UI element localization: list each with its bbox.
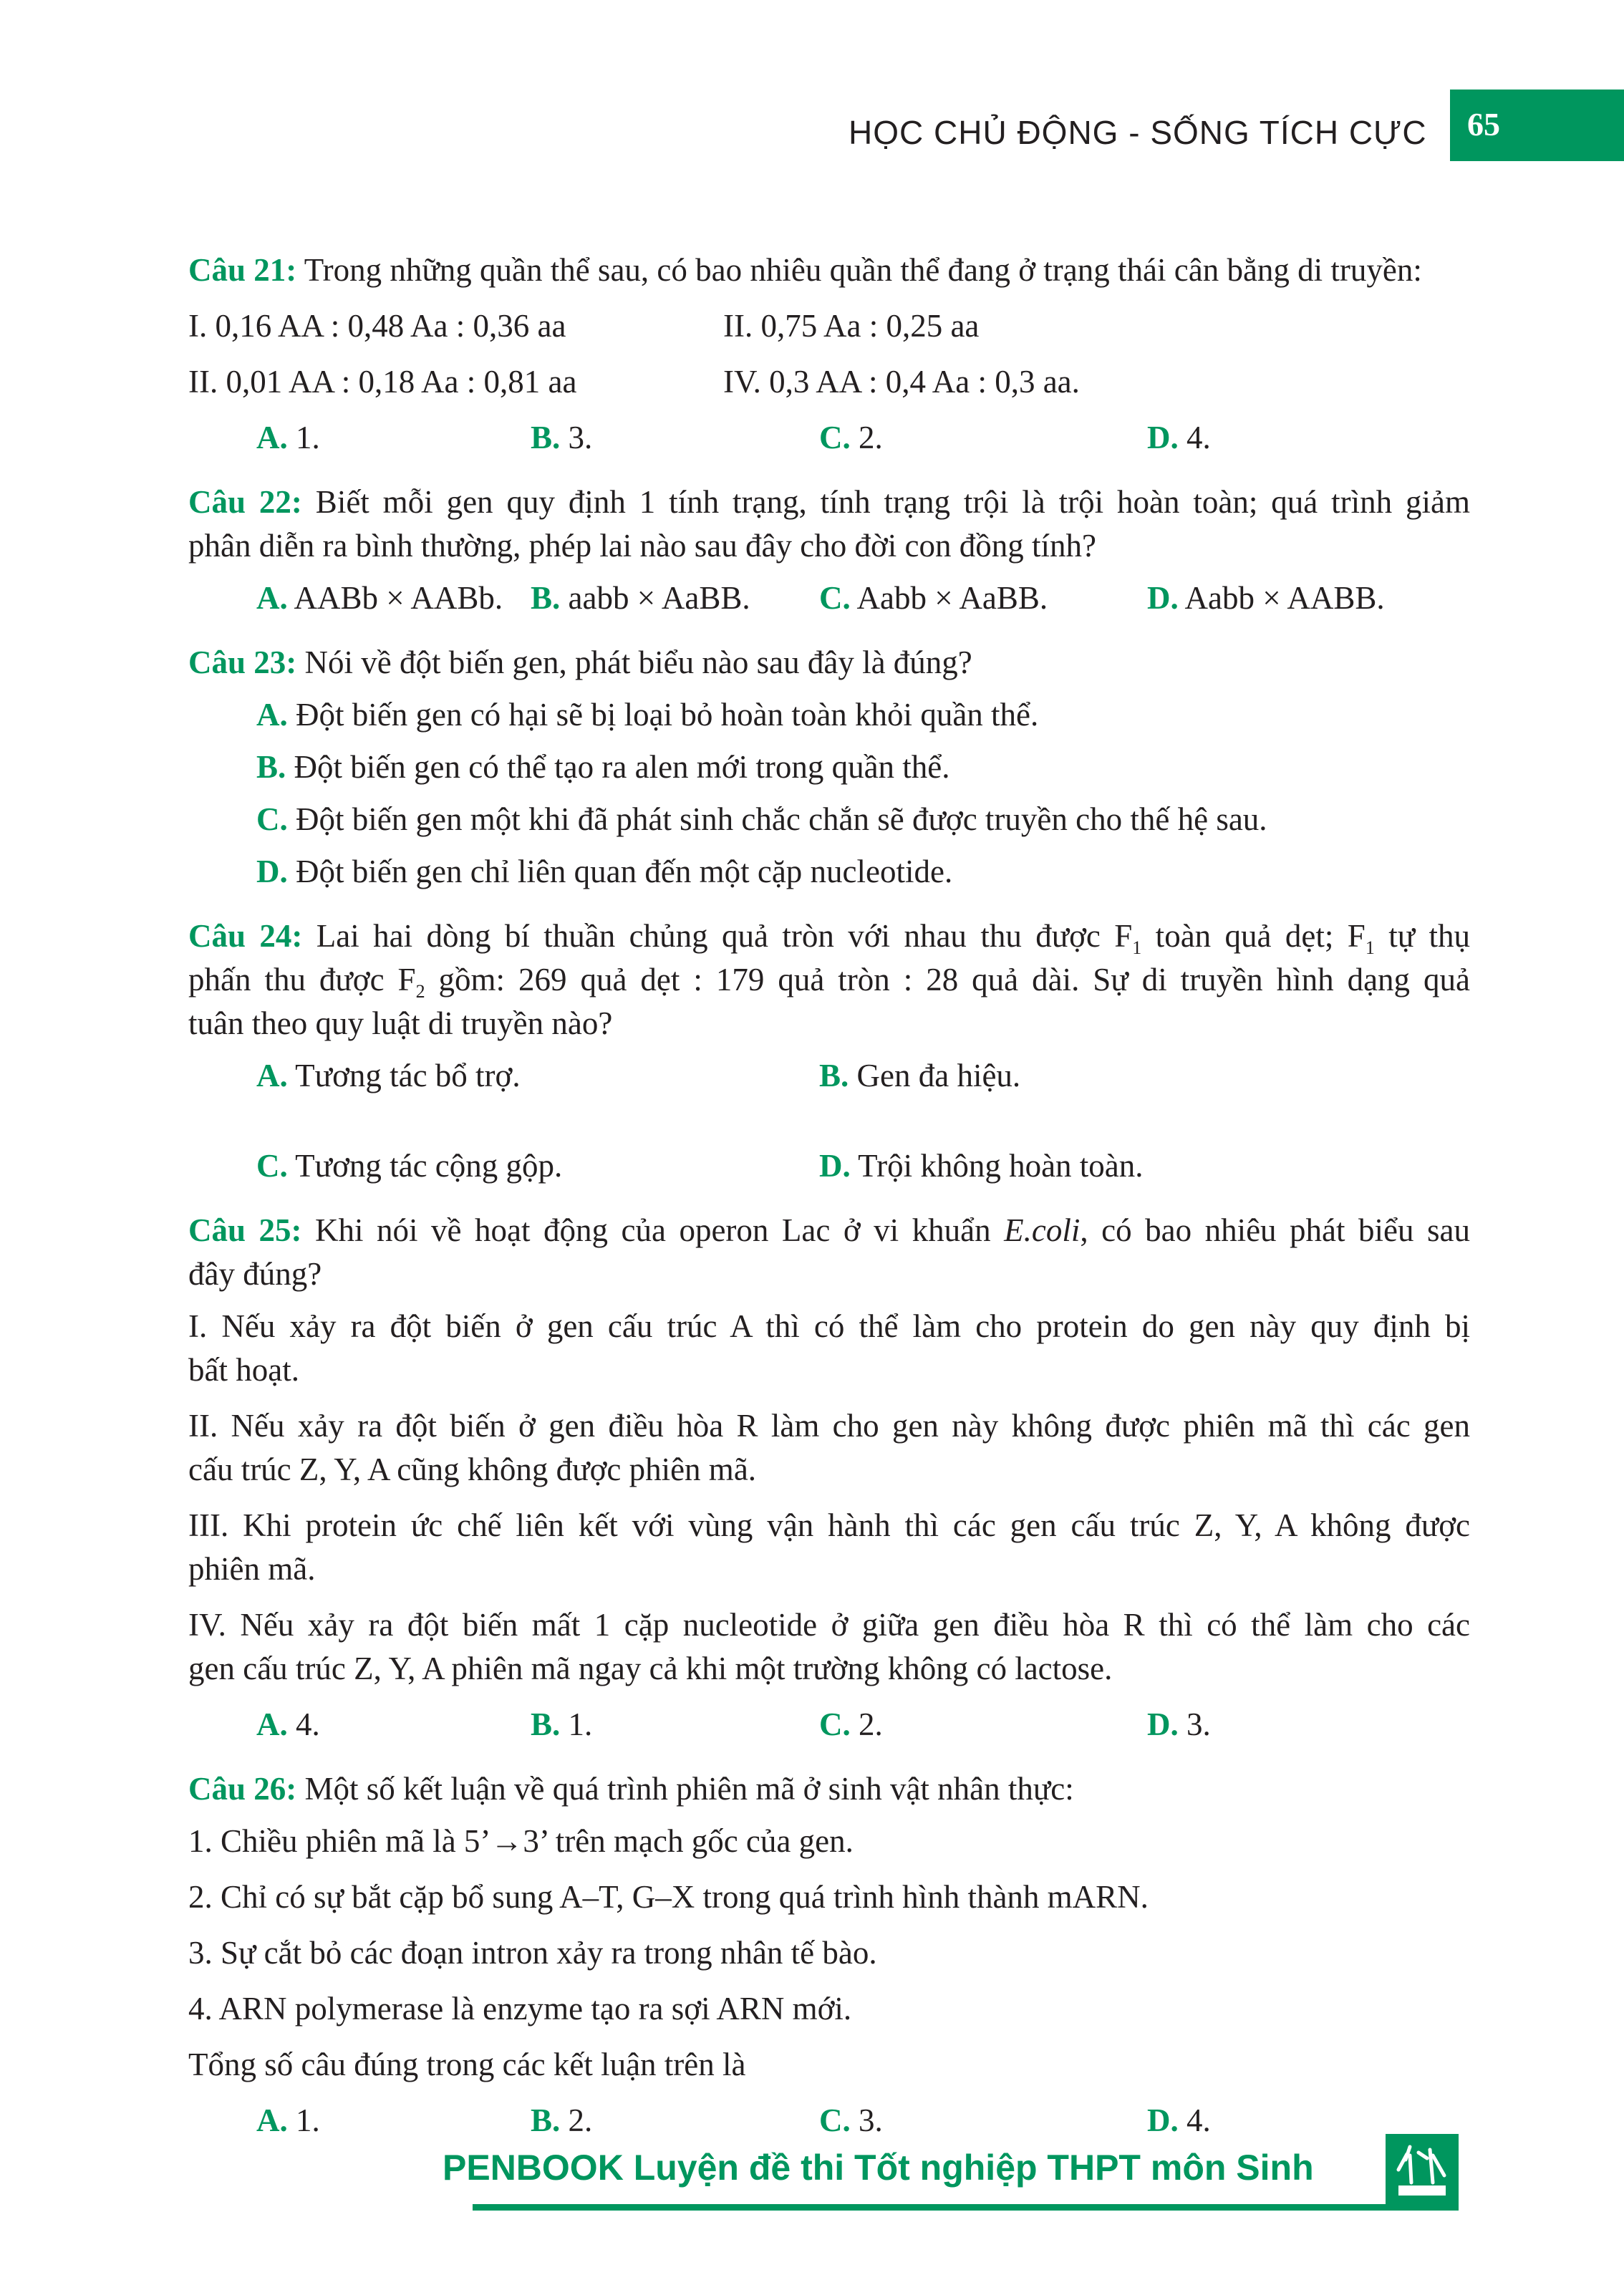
statement-iv: IV. Nếu xảy ra đột biến mất 1 cặp nucleotide ở giữa gen điều hòa R thì có thể làm cho các — [188, 1607, 1470, 1643]
option-b: B. 3. — [531, 420, 593, 455]
statement-line: gen cấu trúc Z, Y, A phiên mã ngay cả khi một trường không có lactose. — [188, 1651, 1113, 1686]
question-prompt: Tổng số câu đúng trong các kết luận trên là — [188, 2047, 746, 2082]
question-text-line: phấn thu được $F_2$ gồm: 269 quả dẹt : 179 quả tròn : 28 quả dài. Sự di truyền hình dạng quả — [188, 962, 1470, 1002]
item: II. 0,01 AA : 0,18 Aa : 0,81 aa — [188, 364, 577, 400]
option-d: D. Aabb × AABB. — [1147, 580, 1385, 616]
option-a: A. 1. — [256, 420, 320, 455]
option-c: C. 3. — [819, 2102, 883, 2138]
option-b: B. aabb × AaBB. — [531, 580, 750, 616]
question-text-line: phân diễn ra bình thường, phép lai nào sau đây cho đời con đồng tính? — [188, 528, 1096, 564]
statement-iii: III. Khi protein ức chế liên kết với vùng vận hành thì các gen cấu trúc Z, Y, A không được — [188, 1507, 1470, 1543]
option-a: A. Đột biến gen có hại sẽ bị loại bỏ hoàn toàn khỏi quần thể. — [256, 697, 1039, 733]
options-row — [188, 1703, 1470, 1747]
question-26: Câu 26: Một số kết luận về quá trình phiên mã ở sinh vật nhân thực: — [188, 1771, 1074, 1807]
statement-2: 2. Chỉ có sự bắt cặp bổ sung A–T, G–X trong quá trình hình thành mARN. — [188, 1879, 1149, 1915]
option-c: C. Tương tác cộng gộp. — [256, 1148, 563, 1184]
statement-4: 4. ARN polymerase là enzyme tạo ra sợi ARN mới. — [188, 1991, 852, 2027]
option-a: A. AABb × AABb. — [256, 580, 503, 616]
question-text: Trong những quần thể sau, có bao nhiêu quần thể đang ở trạng thái cân bằng di truyền: — [296, 252, 1422, 288]
statement-ii: II. Nếu xảy ra đột biến ở gen điều hòa R làm cho gen này không được phiên mã thì các gen — [188, 1408, 1470, 1444]
penbook-logo-icon — [1386, 2134, 1459, 2211]
statement-3: 3. Sự cắt bỏ các đoạn intron xảy ra trong nhân tế bào. — [188, 1935, 877, 1971]
option-a: A. 4. — [256, 1706, 320, 1742]
statement-line: bất hoạt. — [188, 1352, 299, 1388]
option-b: B. 2. — [531, 2102, 593, 2138]
option-d: D. Trội không hoàn toàn. — [819, 1148, 1144, 1184]
question-23: Câu 23: Nói về đột biến gen, phát biểu nào sau đây là đúng? — [188, 644, 972, 680]
question-25: Câu 25: Khi nói về hoạt động của operon Lac ở vi khuẩn E.coli, có bao nhiêu phát biểu sau — [188, 1212, 1470, 1248]
statement-line: cấu trúc Z, Y, A cũng không được phiên mã. — [188, 1452, 757, 1487]
options-row — [188, 416, 1470, 460]
option-c: C. 2. — [819, 1706, 883, 1742]
option-b: B. Gen đa hiệu. — [819, 1058, 1021, 1093]
question-24: Câu 24: Lai hai dòng bí thuần chủng quả tròn với nhau thu được $F_1$ toàn quả dẹt; $F_1$ tự thụ — [188, 918, 1470, 958]
item: II. 0,75 Aa : 0,25 aa — [723, 308, 980, 344]
option-b: B. 1. — [531, 1706, 593, 1742]
option-a: A. 1. — [256, 2102, 320, 2138]
options-row — [188, 1144, 1470, 1188]
question-text-line: tuân theo quy luật di truyền nào? — [188, 1005, 613, 1041]
item: IV. 0,3 AA : 0,4 Aa : 0,3 aa. — [723, 364, 1080, 400]
page-number: 65 — [1467, 106, 1500, 143]
item: I. 0,16 AA : 0,48 Aa : 0,36 aa — [188, 308, 566, 344]
option-c: C. Đột biến gen một khi đã phát sinh chắc chắn sẽ được truyền cho thế hệ sau. — [256, 801, 1267, 837]
question-22: Câu 22: Biết mỗi gen quy định 1 tính trạng, tính trạng trội là trội hoàn toàn; quá trình giảm — [188, 484, 1470, 520]
option-b: B. Đột biến gen có thể tạo ra alen mới trong quần thể. — [256, 749, 950, 785]
option-a: A. Tương tác bổ trợ. — [256, 1058, 521, 1093]
options-row — [188, 576, 1470, 620]
question-21 — [188, 248, 1470, 292]
item-row — [188, 304, 1470, 348]
option-d: D. Đột biến gen chỉ liên quan đến một cặp nucleotide. — [256, 854, 953, 889]
footer-divider — [473, 2204, 1389, 2211]
running-header: HỌC CHỦ ĐỘNG - SỐNG TÍCH CỰC — [849, 114, 1427, 151]
options-row — [188, 2099, 1470, 2143]
option-d: D. 4. — [1147, 2102, 1211, 2138]
option-c: C. 2. — [819, 420, 883, 455]
page-content — [188, 248, 1470, 2143]
options-row — [188, 1079, 1470, 1123]
option-d: D. 3. — [1147, 1706, 1211, 1742]
statement-i: I. Nếu xảy ra đột biến ở gen cấu trúc A thì có thể làm cho protein do gen này quy định bị — [188, 1308, 1470, 1344]
page-number-box — [1450, 90, 1624, 161]
footer-title: PENBOOK Luyện đề thi Tốt nghiệp THPT môn Sinh — [443, 2148, 1314, 2188]
question-text-line: đây đúng? — [188, 1256, 322, 1292]
option-c: C. Aabb × AaBB. — [819, 580, 1048, 616]
question-label: Câu 21: — [188, 252, 297, 288]
statement-line: phiên mã. — [188, 1551, 316, 1587]
statement-1: 1. Chiều phiên mã là 5’→3’ trên mạch gốc của gen. — [188, 1823, 854, 1859]
item-row — [188, 360, 1470, 404]
option-d: D. 4. — [1147, 420, 1211, 455]
